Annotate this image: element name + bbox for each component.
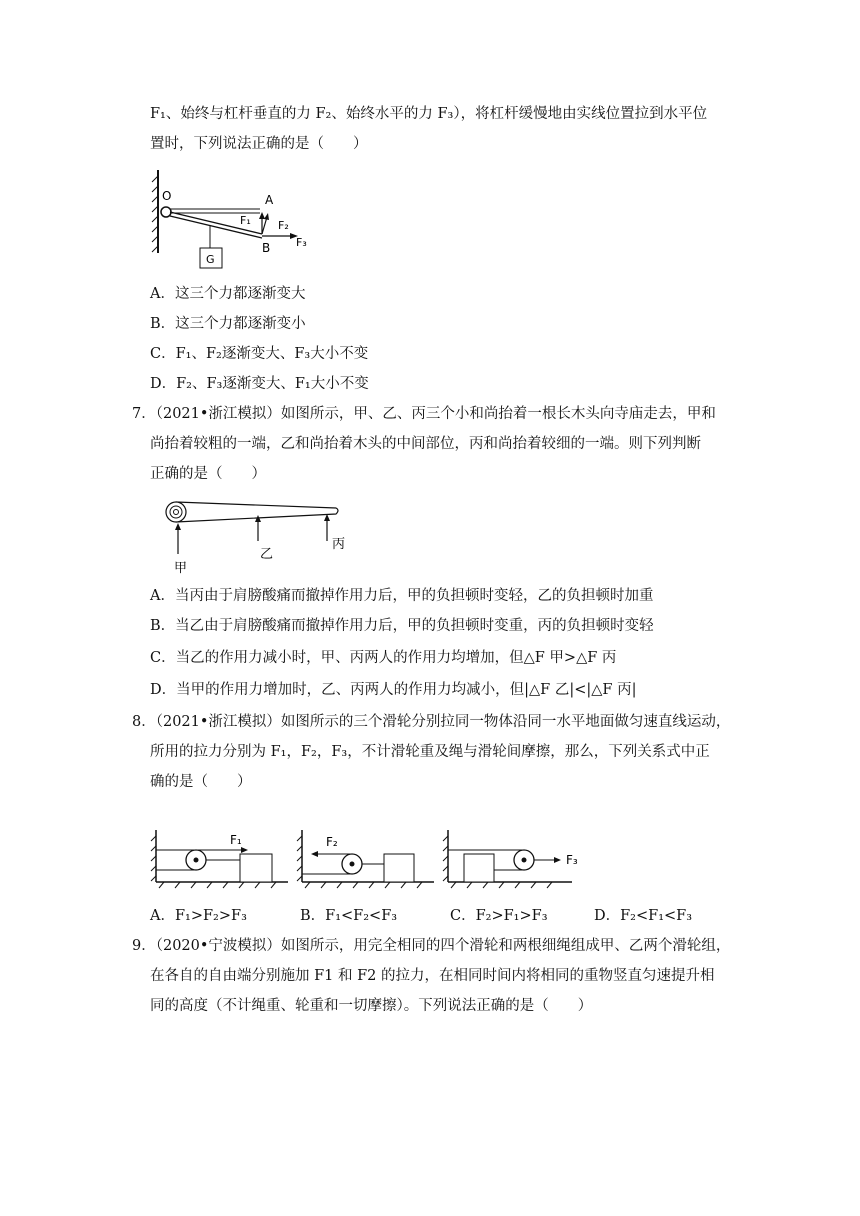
q7-option-d[interactable]: D．当甲的作用力增加时，乙、丙两人的作用力均减小，但|△F 乙|<|△F 丙|	[150, 682, 637, 698]
q8-stem-line-2: 所用的拉力分别为 F₁，F₂，F₃，不计滑轮重及绳与滑轮间摩擦，那么，下列关系式中正	[150, 744, 710, 760]
q8-stem-line-1: 8．（2021•浙江模拟）如图所示的三个滑轮分别拉同一物体沿同一水平地面做匀速直线运动，	[132, 714, 731, 730]
q8-option-c[interactable]: C．F₂>F₁>F₃	[450, 908, 548, 924]
q8-pulley-figure	[150, 826, 590, 896]
q8-label-f2: F₂	[326, 835, 338, 849]
q9-stem-line-1: 9．（2020•宁波模拟）如图所示，用完全相同的四个滑轮和两根细绳组成甲、乙两个滑轮组，	[132, 938, 731, 954]
q7-stem-line-2: 尚抬着较粗的一端，乙和尚抬着木头的中间部位，丙和尚抬着较细的一端。则下列判断	[150, 436, 701, 452]
q8-stem-line-3: 确的是（ ）	[150, 774, 252, 790]
q7-option-a[interactable]: A．当丙由于肩膀酸痛而撤掉作用力后，甲的负担顿时变轻，乙的负担顿时加重	[150, 588, 654, 604]
q7-stem-line-3: 正确的是（ ）	[150, 466, 266, 482]
q6-option-c[interactable]: C．F₁、F₂逐渐变大、F₃大小不变	[150, 346, 369, 362]
q8-option-a[interactable]: A．F₁>F₂>F₃	[150, 908, 247, 924]
q6-stem-line-2: 置时，下列说法正确的是（ ）	[150, 136, 368, 152]
q7-option-b[interactable]: B．当乙由于肩膀酸痛而撤掉作用力后，甲的负担顿时变重，丙的负担顿时变轻	[150, 618, 654, 634]
label-jia: 甲	[174, 561, 188, 576]
label-o: O	[162, 189, 172, 203]
label-yi: 乙	[260, 547, 274, 562]
q7-stem-line-1: 7．（2021•浙江模拟）如图所示，甲、乙、丙三个小和尚抬着一根长木头向寺庙走去，甲和	[132, 406, 716, 422]
label-b: B	[262, 241, 271, 255]
q8-label-f3: F₃	[566, 853, 578, 867]
q6-option-d[interactable]: D．F₂、F₃逐渐变大、F₁大小不变	[150, 376, 369, 392]
label-f2: F₂	[278, 219, 289, 232]
q6-option-a[interactable]: A．这三个力都逐渐变大	[150, 286, 306, 302]
q8-option-b[interactable]: B．F₁<F₂<F₃	[300, 908, 398, 924]
q8-option-d[interactable]: D．F₂<F₁<F₃	[594, 908, 693, 924]
q6-lever-figure	[150, 168, 330, 273]
label-f1: F₁	[240, 214, 251, 227]
label-g: G	[206, 253, 215, 266]
q7-log-figure	[160, 496, 360, 581]
q6-stem-line-1: F₁、始终与杠杆垂直的力 F₂、始终水平的力 F₃），将杠杆缓慢地由实线位置拉到水平位	[150, 106, 708, 122]
q9-stem-line-2: 在各自的自由端分别施加 F1 和 F2 的拉力，在相同时间内将相同的重物竖直匀速提升相	[150, 968, 715, 984]
label-f3: F₃	[296, 236, 307, 249]
q9-stem-line-3: 同的高度（不计绳重、轮重和一切摩擦）。下列说法正确的是（ ）	[150, 998, 593, 1014]
q7-option-c[interactable]: C．当乙的作用力减小时，甲、丙两人的作用力均增加，但△F 甲>△F 丙	[150, 650, 617, 666]
q6-option-b[interactable]: B．这三个力都逐渐变小	[150, 316, 306, 332]
label-bing: 丙	[332, 537, 346, 552]
label-a: A	[265, 193, 274, 207]
q8-label-f1: F₁	[230, 833, 242, 847]
